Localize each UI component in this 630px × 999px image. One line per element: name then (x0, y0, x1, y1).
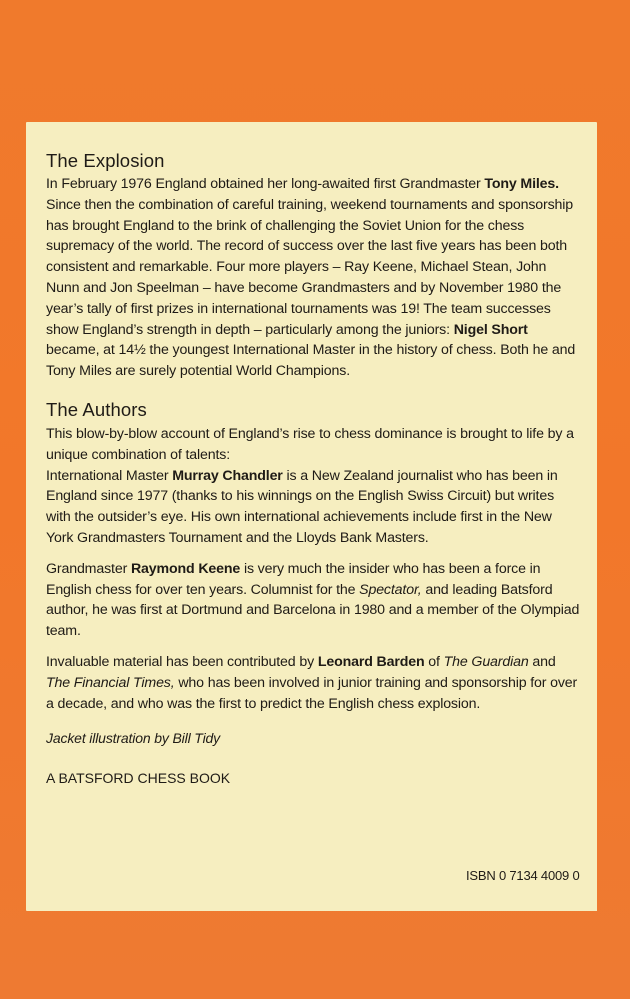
text-panel (26, 122, 597, 911)
section-title-authors: The Authors (46, 398, 147, 420)
chandler-paragraph (46, 466, 581, 549)
text-run: Grandmaster (46, 560, 131, 577)
text-run: In February 1976 England obtained her long-awaited first Grandmaster (46, 176, 485, 192)
name-murray-chandler: Murray Chandler (172, 467, 283, 484)
text-run: and leading Batsford author, he was first at Dortmund and Barcelona in 1980 and a member of the Olympiad team. (46, 581, 580, 640)
title-spectator: Spectator, (359, 581, 422, 598)
text-run: Invaluable material has been contributed by (46, 653, 318, 670)
name-nigel-short: Nigel Short (453, 321, 528, 338)
text-run: who has been involved in junior training and sponsorship for over a decade, and who was the first to predict the English chess explosion. (46, 674, 578, 712)
keene-paragraph (46, 559, 581, 642)
text-run: International Master (46, 467, 173, 484)
text-run: of (424, 653, 444, 670)
text-run: Since then the combination of careful training, weekend tournaments and sponsorship has brought England to the brink of challenging the Soviet Union for the chess supremacy of the world. The record of success over the last five years has been both consistent and remarkable. Four more players – Ray Keene, Michael Stean, John Nunn and Jon Speelman – have become Grandmasters and by November 1980 the year’s tally of first prizes in international tournaments was 19! The team successes show England’s strength in depth – particularly among the juniors: (46, 196, 574, 338)
text-run: and (528, 653, 556, 670)
name-raymond-keene: Raymond Keene (130, 560, 241, 577)
title-the-guardian: The Guardian (443, 653, 529, 670)
text-run: became, at 14½ the youngest International Master in the history of chess. Both he and Tony Miles are surely potential World Champions. (46, 342, 576, 380)
publisher-imprint: A BATSFORD CHESS BOOK (46, 770, 231, 787)
text-run: is very much the insider who has been a force in English chess for over ten years. Columnist for the (46, 560, 541, 598)
title-financial-times: The Financial Times, (46, 674, 175, 691)
isbn-number: ISBN 0 7134 4009 0 (466, 868, 580, 883)
name-tony-miles: Tony Miles. (484, 176, 559, 192)
name-leonard-barden: Leonard Barden (317, 653, 425, 670)
text-run: is a New Zealand journalist who has been in England since 1977 (thanks to his winnings on the English Swiss Circuit) but writes with the outsider’s eye. His own international achievements include first in the New York Grandmasters Tournament and the Lloyds Bank Masters. (46, 467, 558, 546)
jacket-illustration-credit: Jacket illustration by Bill Tidy (46, 730, 221, 747)
section-title-explosion: The Explosion (46, 150, 165, 171)
explosion-paragraph (46, 174, 581, 382)
authors-intro-paragraph: This blow-by-blow account of England’s rise to chess dominance is brought to life by a unique combination of talents: (46, 425, 574, 463)
barden-paragraph (46, 652, 581, 714)
